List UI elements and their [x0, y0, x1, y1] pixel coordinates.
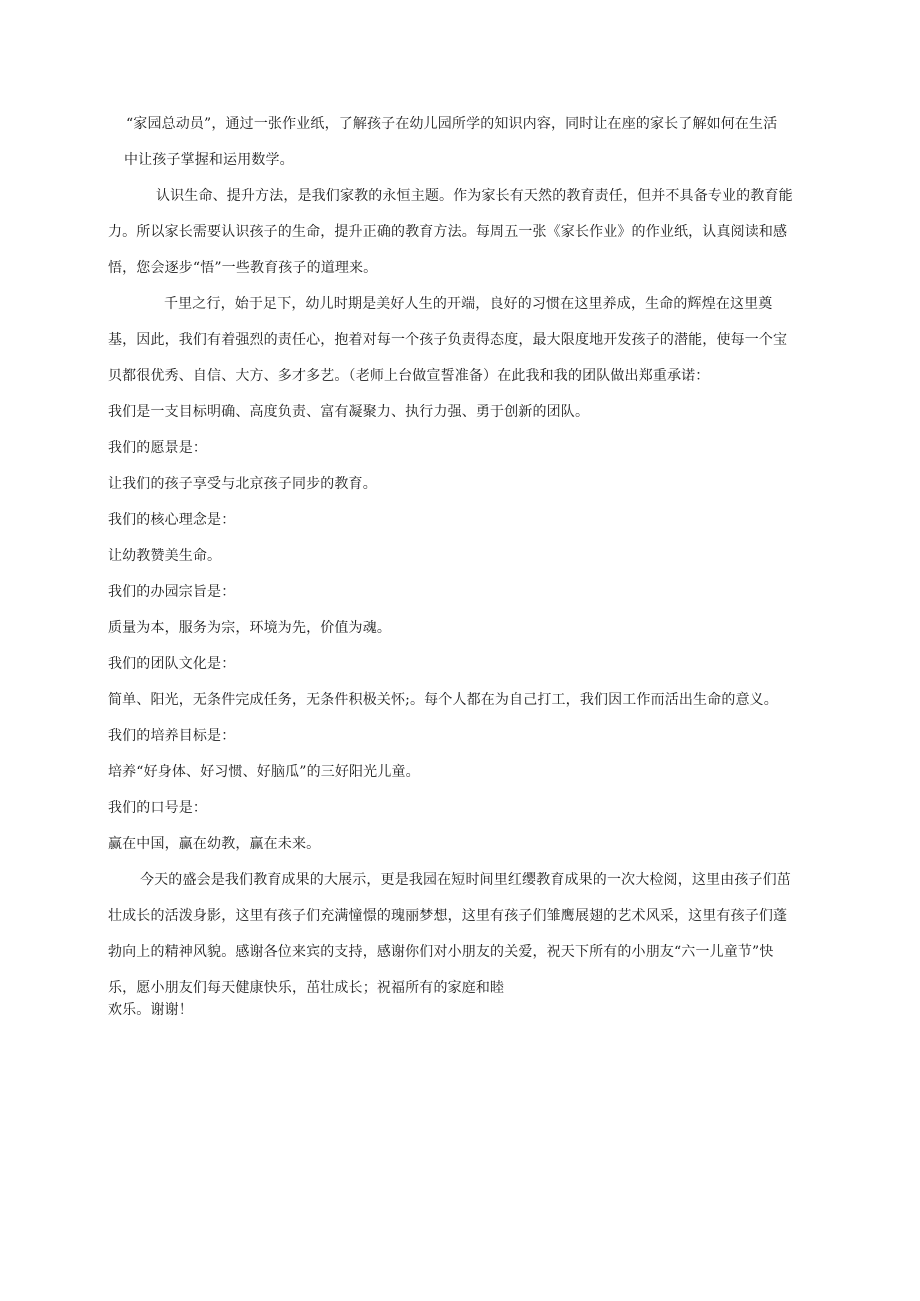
paragraph-3-line-1: 千里之行，始于足下，幼儿时期是美好人生的开端，良好的习惯在这里养成，生命的辉煌在这里奠 — [164, 296, 773, 312]
core-concept-heading: 我们的核心理念是： — [108, 512, 236, 528]
slogan-heading: 我们的口号是： — [108, 800, 208, 816]
team-culture-heading: 我们的团队文化是： — [108, 656, 236, 672]
slogan-text: 赢在中国，赢在幼教，赢在未来。 — [108, 836, 321, 852]
paragraph-2-line-3: 悟，您会逐步“悟”一些教育孩子的道理来。 — [108, 260, 378, 276]
training-goal-heading: 我们的培养目标是： — [108, 728, 236, 744]
vision-heading: 我们的愿景是： — [108, 440, 208, 456]
paragraph-1-line-2: 中让孩子掌握和运用数学。 — [124, 152, 294, 168]
closing-line-2: 壮成长的活泼身影，这里有孩子们充满憧憬的瑰丽梦想，这里有孩子们雏鹰展翅的艺术风采，这里有孩子们蓬 — [108, 908, 788, 924]
paragraph-3-line-3: 贝都很优秀、自信、大方、多才多艺。（老师上台做宣誓准备）在此我和我的团队做出郑重承诺： — [108, 368, 710, 384]
training-goal-text: 培养“好身体、好习惯、好脑瓜”的三好阳光儿童。 — [108, 764, 420, 780]
team-statement: 我们是一支目标明确、高度负责、富有凝聚力、执行力强、勇于创新的团队。 — [108, 404, 590, 420]
closing-line-4: 乐，愿小朋友们每天健康快乐，茁壮成长；祝福所有的家庭和睦 — [108, 980, 505, 996]
purpose-text: 质量为本，服务为宗，环境为先，价值为魂。 — [108, 620, 391, 636]
closing-line-3: 勃向上的精神风貌。感谢各位来宾的支持，感谢你们对小朋友的关爱，祝天下所有的小朋友“六一儿童节”快 — [108, 944, 774, 960]
paragraph-1-line-1: “家园总动员”，通过一张作业纸，了解孩子在幼儿园所学的知识内容，同时让在座的家长了解如何在生活 — [126, 116, 778, 132]
vision-text: 让我们的孩子享受与北京孩子同步的教育。 — [108, 476, 377, 492]
core-concept-text: 让幼教赞美生命。 — [108, 548, 222, 564]
closing-line-5: 欢乐。谢谢！ — [108, 1002, 193, 1018]
paragraph-3-line-2: 基，因此，我们有着强烈的责任心，抱着对每一个孩子负责得态度，最大限度地开发孩子的潜能，使每一个宝 — [108, 332, 788, 348]
closing-line-1: 今天的盛会是我们教育成果的大展示，更是我园在短时间里红缨教育成果的一次大检阅，这里由孩子们茁 — [140, 872, 791, 888]
team-culture-text: 简单、阳光，无条件完成任务，无条件积极关怀;。每个人都在为自己打工，我们因工作而活出生命的意义。 — [108, 692, 778, 708]
purpose-heading: 我们的办园宗旨是： — [108, 584, 236, 600]
paragraph-2-line-1: 认识生命、提升方法，是我们家教的永恒主题。作为家长有天然的教育责任，但并不具备专业的教育能 — [156, 188, 793, 204]
paragraph-2-line-2: 力。所以家长需要认识孩子的生命，提升正确的教育方法。每周五一张《家长作业》的作业纸，认真阅读和感 — [108, 224, 788, 240]
